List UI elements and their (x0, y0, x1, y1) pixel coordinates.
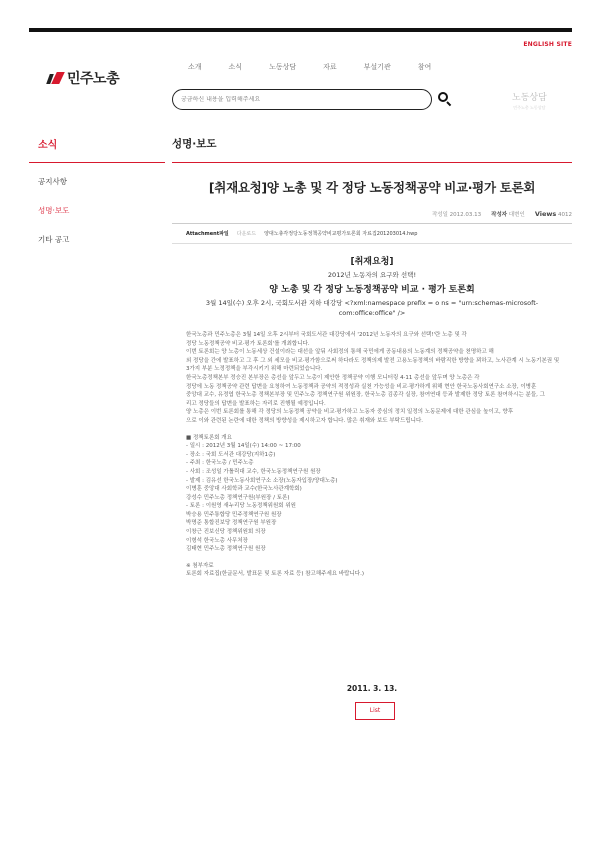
event-line: - 일시 : 2012년 3월 14일(수) 14:00 ~ 17:00 (186, 443, 301, 450)
page-title: 성명·보도 (172, 138, 217, 150)
note-line: 토론회 자료집(한글문서, 발표문 및 토론 자료 등) 참고해주세요 바랍니다.) (186, 571, 364, 578)
counsel-title: 노동상담 (512, 93, 547, 103)
event-line: - 토론 : 이원영 새누리당 노동정책위원회 위원 (186, 503, 296, 510)
attachment-divider-top (172, 223, 572, 224)
post-date: 2011. 3. 13. (346, 684, 398, 693)
sidebar-divider (29, 162, 165, 163)
english-site-link[interactable]: ENGLISH SITE (523, 41, 572, 48)
event-line: 박명준 통합진보당 정책연구원 부원장 (186, 520, 277, 527)
sidebar-item-other-notices[interactable]: 기타 공고 (38, 235, 70, 244)
post-meta (432, 210, 572, 218)
meta-author: 작성자 대변인 (491, 212, 525, 218)
body-line: 외 정당을 간에 발표하고 그 후 그 외 세모을 비교·평가함으로써 하다라도 정책의제 발전 고용노동정책의 바람직한 방향을 꾀하고, 노사관계 시 노동기본권 및 (186, 357, 560, 364)
event-line: 이병훈 중앙대 사회학과 교수(한국노사관계학회) (186, 486, 302, 493)
body-line: 리고 정당들의 답변을 발표하는 자리로 진행될 예정입니다. (186, 400, 326, 407)
search-box (172, 89, 432, 110)
post-title: [취재요청]양 노총 및 각 정당 노동정책공약 비교·평가 토론회 (208, 180, 536, 195)
logo-mark-icon (48, 72, 64, 85)
event-line: 박승용 민주통합당 민주정책연구원 원장 (186, 511, 282, 518)
body-heading-2: 2012년 노동자의 요구와 선택! (327, 271, 417, 279)
attachment-label: Attachment파일 (186, 231, 229, 237)
top-bar (29, 28, 572, 32)
attachment-download-label: 다운로드 (236, 231, 257, 237)
body-line: 이번 토론회는 양 노총이 노동세상 건설이라는 대선을 앞둬 사회정의 통해 국민에게 공동내용의 노동계의 정책공약을 천명하고 해 (186, 349, 494, 356)
body-heading-1: [취재요청] (350, 257, 394, 267)
list-button[interactable]: List (355, 702, 395, 720)
event-line: - 발제 : 김유선 한국노동사회연구소 소장(노동자입장/양대노총) (186, 477, 338, 484)
counsel-link[interactable] (512, 90, 547, 111)
counsel-subtitle: 민주노총 노동상담 (513, 105, 546, 110)
body-line: 정당 노동정책공약 비교·평가 토론회'를 개최합니다. (186, 340, 310, 347)
event-line: - 장소 : 국회 도서관 대강당(지하1층) (186, 451, 276, 458)
body-line: 으로 이와 관련된 논란에 대한 정책의 방향성을 제시하고자 합니다. 많은 취재와 보도 부탁드립니다. (186, 417, 423, 424)
meta-views: Views 4012 (534, 210, 572, 218)
event-line: 이형석 한국노총 사무처장 (186, 537, 248, 544)
logo[interactable] (48, 68, 119, 88)
post-body (186, 331, 568, 579)
title-divider (172, 162, 572, 163)
meta-date: 작성일 2012.03.13 (431, 212, 482, 218)
event-line: 강성수 민주노총 정책연구원(부원장 / 토론) (186, 494, 290, 501)
nav-item-participate[interactable]: 참여 (417, 63, 432, 71)
sidebar-item-notice[interactable]: 공지사항 (38, 177, 67, 186)
nav-item-resources[interactable]: 자료 (323, 63, 337, 71)
body-heading-4: 3월 14일(수) 오후 2시, 국회도서관 지하 대강당 <?xml:namespace prefix = o ns = "urn:schemas-microsoft-com:office:office" /> (205, 299, 539, 317)
sidebar-title: 소식 (38, 140, 58, 151)
search-icon[interactable] (437, 91, 453, 107)
event-line: 김태현 민주노총 정책연구원 원장 (186, 546, 266, 553)
sidebar-item-statements[interactable]: 성명·보도 (38, 206, 70, 215)
attachment-divider-bottom (172, 243, 572, 244)
search-input[interactable] (181, 96, 423, 103)
body-line: 중앙대 교수, 유정엽 한국노총 정책본부장 및 민주노총 정책연구원 위원장, 한국노총 김종각 실장, 참여연대 등과 발제한 정당 토론 참여하시는 분들, 그 (186, 392, 545, 399)
body-line: 한국노총과 민주노총은 3월 14일 오후 2시부터 국회도서관 대강당에서 '2012년 노동자의 요구와 선택!'란 노총 및 각 (186, 332, 467, 338)
attachment-file-link[interactable]: 양대노총각정당노동정책공약비교평가토론회 자료집201203014.hwp (264, 231, 418, 237)
nav-item-about[interactable]: 소개 (188, 63, 202, 71)
sidebar-menu (38, 176, 69, 263)
nav-item-news[interactable]: 소식 (228, 63, 243, 71)
event-line: 이창근 진보신당 정책위원회 의장 (186, 529, 266, 536)
event-title: ■ 정책토론회 개요 (186, 434, 232, 441)
event-line: - 주최 : 한국노총 / 민주노총 (186, 460, 254, 467)
attachment-row (186, 230, 417, 237)
body-line: 3가지 부분 노정정책을 부각시키기 위해 마련되었습니다. (186, 366, 323, 373)
nav-item-counsel[interactable]: 노동상담 (269, 63, 297, 71)
nav-item-institutions[interactable]: 부설기관 (363, 63, 391, 71)
logo-text: 민주노총 (67, 71, 120, 87)
body-heading (172, 254, 572, 318)
main-nav (188, 62, 458, 72)
note-title: ※ 첨부자료 (186, 562, 214, 569)
body-line: 정당에 노동 정책공약 관련 답변을 요청하여 노동정책과 공약의 적정성과 실천 가능성을 비교·평가하게 위해 현안 한국노동사회연구소 소장, 이병훈 (186, 383, 537, 390)
body-line: 양 노총은 이번 토론회를 통해 각 정당의 노동정책 공약을 비교·평가하고 노동자 중심의 정치 일정의 노동문제에 대한 관심을 높이고, 향후 (186, 409, 514, 416)
event-line: - 사회 : 조성일 가톨릭대 교수, 한국노동정책연구원 원장 (186, 468, 321, 475)
body-heading-3: 양 노총 및 각 정당 노동정책공약 비교 · 평가 토론회 (269, 285, 475, 295)
body-line: 한국노총정책본부 정승진 본부장은 총선을 앞두고 노총이 제안한 정책공약 이행 모니터링 4·11 총선을 앞두며 양 노총은 각 (186, 374, 480, 381)
